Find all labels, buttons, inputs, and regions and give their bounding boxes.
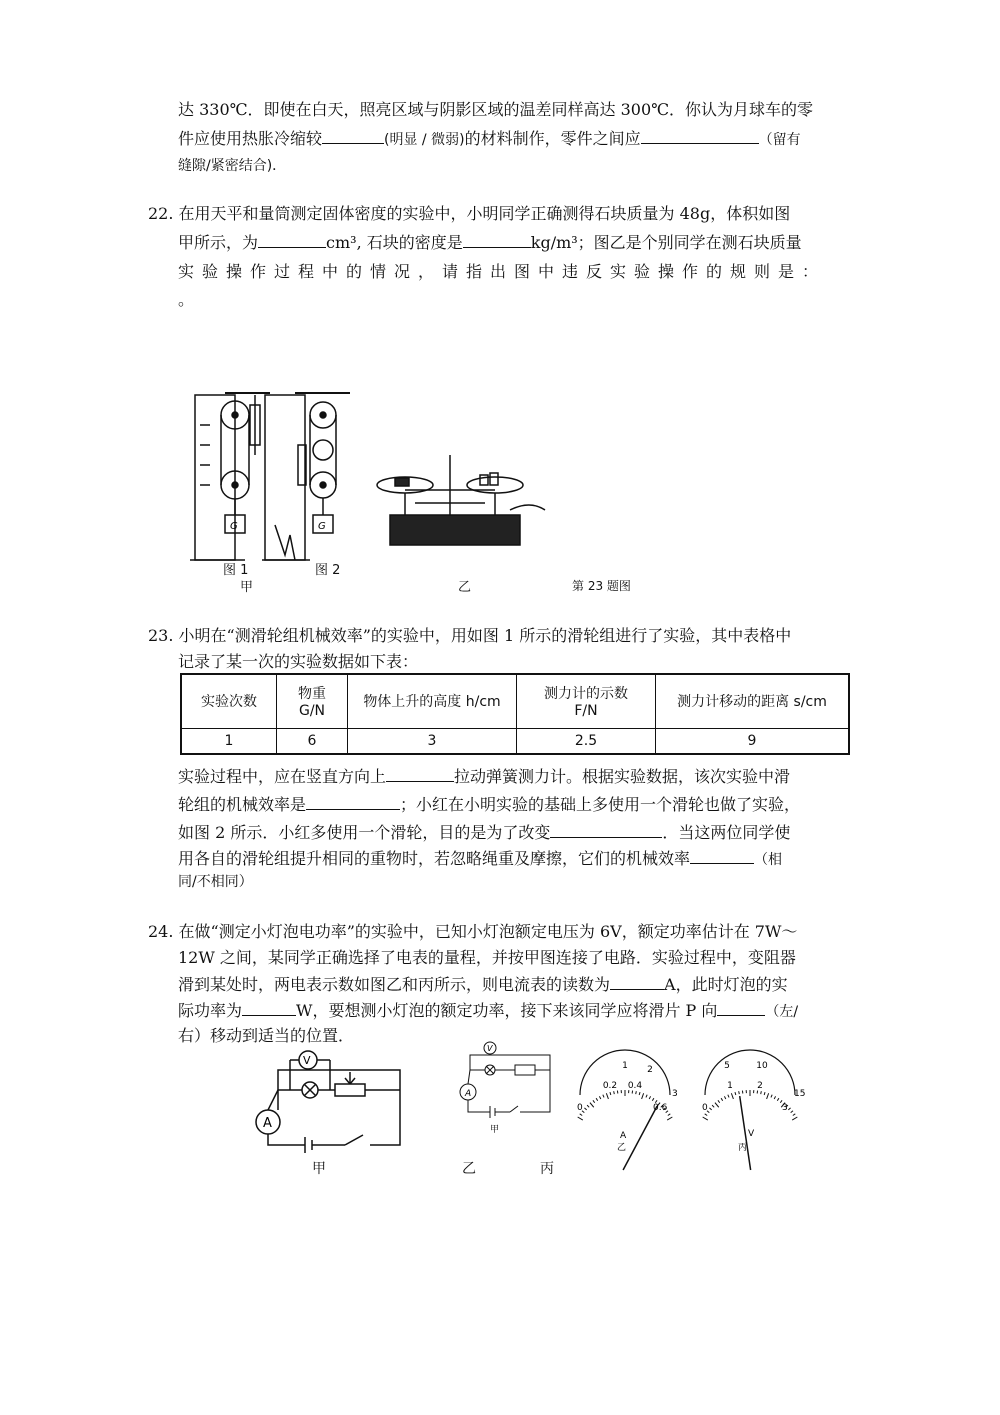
answer-blank-5[interactable]	[550, 822, 662, 838]
q24-line5: 右）移动到适当的位置．	[178, 1026, 355, 1045]
meter-tick	[614, 1091, 615, 1094]
ammeter-dial	[565, 1050, 678, 1153]
meter-tick	[636, 1091, 637, 1094]
meter-tick	[731, 1093, 733, 1099]
table-cell: 2.5	[517, 728, 656, 754]
ammeter-needle	[623, 1106, 657, 1170]
meter-tick	[712, 1105, 714, 1107]
volt-outer-end: 15	[794, 1089, 806, 1099]
ammeter-symbol-small: A	[465, 1089, 472, 1099]
q23-line2: 记录了某一次的实验数据如下表：	[178, 652, 419, 671]
q23-line7: 同/不相同）	[178, 874, 253, 890]
amm-zero: 0	[577, 1103, 583, 1113]
meter-tick	[703, 1117, 708, 1120]
meter-tick	[606, 1093, 608, 1099]
meter-tick	[718, 1100, 720, 1102]
fig-yi-label: 乙	[458, 580, 472, 595]
meter-tick	[610, 1092, 611, 1095]
answer-blank-2[interactable]	[641, 128, 759, 144]
q21-line3: 缝隙/紧密结合)．	[178, 158, 287, 174]
q23-line3: 实验过程中，应在竖直方向上 拉动弹簧测力计。根据实验数据，该次实验中滑	[178, 767, 791, 786]
balance-figure	[377, 455, 545, 545]
meter-tick	[584, 1108, 586, 1110]
fig24-jia-label: 甲	[312, 1161, 326, 1177]
meter-tick	[793, 1114, 795, 1116]
meter-tick	[603, 1095, 604, 1098]
q24-line4: 际功率为 W，要想测小灯泡的额定功率，接下来该同学应将滑片 P 向 （左/	[178, 1001, 799, 1020]
answer-blank-current[interactable]	[610, 974, 664, 990]
table-header: 物体上升的高度 h/cm	[348, 674, 517, 728]
meter-tick	[599, 1096, 600, 1099]
q23-line5: 如图 2 所示．小红多使用一个滑轮，目的是为了改变 ．当这两位同学使	[178, 823, 791, 842]
volt-zero: 0	[702, 1103, 708, 1113]
table-cell: 9	[656, 728, 850, 754]
meter-tick	[715, 1103, 719, 1108]
answer-blank-density[interactable]	[463, 232, 531, 248]
table-cell: 6	[277, 728, 348, 754]
volt-mid-1: 1	[727, 1081, 733, 1091]
meter-tick	[777, 1098, 779, 1101]
meter-tick	[667, 1117, 672, 1120]
volt-top-1: 5	[724, 1061, 730, 1071]
figure-caption-23: 第 23 题图	[572, 579, 631, 593]
volt-end: 3	[782, 1103, 788, 1113]
meter-tick	[721, 1098, 723, 1101]
ammeter-symbol: A	[263, 1116, 272, 1131]
small-bing-label: 丙	[738, 1143, 748, 1153]
answer-blank-3[interactable]	[386, 766, 454, 782]
meter-tick	[728, 1095, 729, 1098]
meter-tick	[792, 1117, 797, 1120]
fig1-label: 图 1	[223, 563, 249, 578]
meter-tick	[596, 1098, 598, 1101]
meter-tick	[587, 1105, 589, 1107]
meter-tick	[709, 1108, 711, 1110]
q24-line3: 滑到某处时，两电表示数如图乙和丙所示，则电流表的读数为 A，此时灯泡的实	[178, 975, 788, 994]
small-yi-label: 乙	[617, 1143, 627, 1153]
experiment-table	[180, 673, 850, 755]
voltmeter-symbol-small: V	[487, 1044, 493, 1053]
g-label-1: G	[230, 521, 238, 532]
meter-tick	[771, 1095, 772, 1098]
q22-line3: 实验操作过程中的情况，请指出图中违反实验操作的规则是：	[178, 262, 827, 281]
meter-tick	[580, 1114, 582, 1116]
fig24-yi-label: 乙	[462, 1161, 476, 1177]
answer-blank-6[interactable]	[690, 848, 754, 864]
pulley-figure-2	[262, 393, 350, 560]
meter-tick	[767, 1093, 769, 1099]
q21-line2: 件应使用热胀冷缩较 (明显 / 微弱)的材料制作，零件之间应 （留有	[178, 129, 801, 148]
volt-unit: V	[748, 1129, 755, 1139]
amm-mid-1: 0.2	[602, 1081, 618, 1091]
q22-line2: 甲所示，为 cm³, 石块的密度是 kg/m³；图乙是个别同学在测石块质量	[178, 233, 802, 252]
q24-line1: 24. 在做“测定小灯泡电功率”的实验中，已知小灯泡额定电压为 6V，额定功率估计在 7W～	[148, 922, 798, 941]
amm-mid-2: 0.4	[627, 1081, 643, 1091]
g-label-2: G	[318, 521, 326, 532]
meter-tick	[590, 1103, 594, 1108]
q23-line6: 用各自的滑轮组提升相同的重物时，若忽略绳重及摩擦，它们的机械效率 （相	[178, 849, 783, 868]
meter-tick	[791, 1111, 793, 1113]
meter-tick	[724, 1096, 725, 1099]
meter-tick	[642, 1093, 644, 1099]
fig-jia-label: 甲	[240, 580, 254, 595]
meter-tick	[668, 1114, 670, 1116]
q22-line4: 。	[178, 290, 195, 309]
meter-tick	[639, 1092, 640, 1095]
meter-tick	[578, 1117, 583, 1120]
q23-line4: 轮组的机械效率是 ；小红在小明实验的基础上多使用一个滑轮也做了实验，	[178, 795, 801, 814]
fig2-label: 图 2	[315, 563, 341, 578]
meter-tick	[761, 1091, 762, 1094]
meter-tick	[705, 1114, 707, 1116]
pulley-figure-1	[190, 393, 270, 560]
meter-tick	[735, 1092, 736, 1095]
answer-blank-4[interactable]	[306, 794, 400, 810]
small-jia-label: 甲	[490, 1125, 500, 1135]
fig24-bing-label: 丙	[540, 1161, 554, 1177]
meter-tick	[764, 1092, 765, 1095]
figure-23	[190, 385, 610, 590]
meter-tick	[649, 1096, 650, 1099]
meter-tick	[774, 1096, 775, 1099]
table-cell: 3	[348, 728, 517, 754]
table-header: 物重 G/N	[277, 674, 348, 728]
amm-outer-end: 3	[672, 1089, 678, 1099]
q23-line1: 23. 小明在“测滑轮组机械效率”的实验中，用如图 1 所示的滑轮组进行了实验，其中表格中	[148, 626, 792, 645]
table-header: 测力计移动的距离 s/cm	[656, 674, 850, 728]
meter-tick	[593, 1100, 595, 1102]
meter-tick	[788, 1108, 790, 1110]
amm-top-2: 2	[647, 1065, 653, 1075]
answer-blank-volume[interactable]	[258, 232, 326, 248]
amm-unit: A	[620, 1131, 627, 1141]
amm-top-1: 1	[622, 1061, 628, 1071]
volt-top-2: 10	[756, 1061, 768, 1071]
answer-blank-direction[interactable]	[717, 1000, 765, 1016]
table-cell: 1	[181, 728, 277, 754]
circuit-diagram-large	[250, 1050, 420, 1155]
q24-line2: 12W 之间，某同学正确选择了电表的量程，并按甲图连接了电路．实验过程中，变阻器	[178, 948, 796, 967]
q22-line1: 22. 在用天平和量筒测定固体密度的实验中，小明同学正确测得石块质量为 48g，体积如图	[148, 204, 791, 223]
table-header: 实验次数	[181, 674, 277, 728]
table-header: 测力计的示数 F/N	[517, 674, 656, 728]
meter-tick	[652, 1098, 654, 1101]
voltmeter-dial	[690, 1050, 810, 1153]
q21-line1: 达 330℃．即使在白天，照亮区域与阴影区域的温差同样高达 300℃．你认为月球车的零	[178, 100, 814, 119]
meter-tick	[646, 1095, 647, 1098]
amm-end: 0.6	[653, 1103, 668, 1113]
answer-blank-1[interactable]	[322, 128, 384, 144]
circuit-diagram-small	[460, 1040, 560, 1135]
volt-mid-2: 2	[757, 1081, 763, 1091]
meter-tick	[739, 1091, 740, 1094]
voltmeter-symbol: V	[303, 1054, 311, 1067]
answer-blank-power[interactable]	[242, 1000, 296, 1016]
